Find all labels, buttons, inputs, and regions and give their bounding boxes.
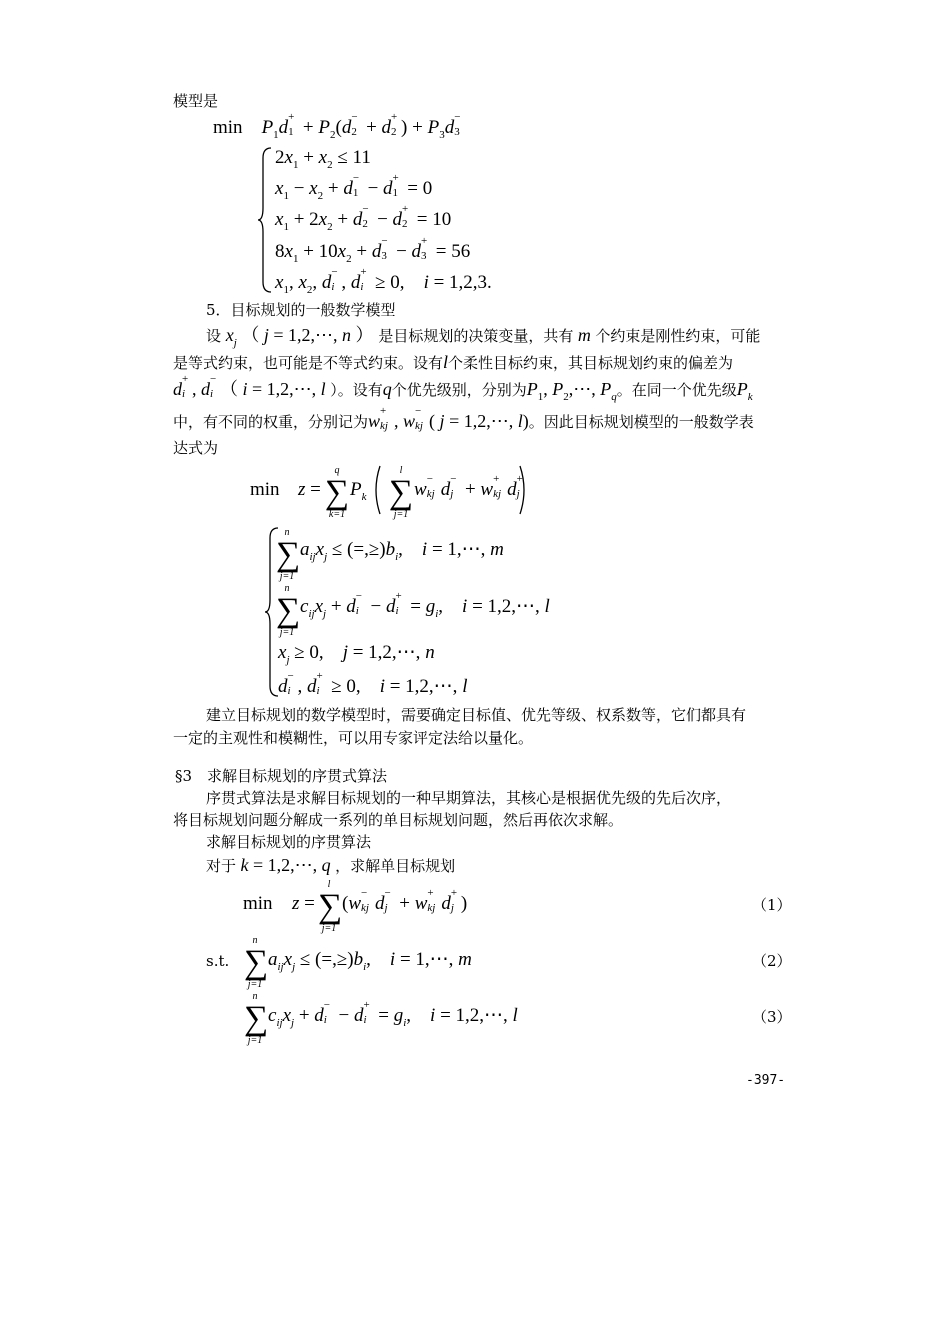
- note-line-1: 建立目标规划的数学模型时，需要确定目标值、优先等级、权系数等，它们都具有: [206, 706, 747, 724]
- min-label: min: [213, 117, 243, 138]
- algo-line-2: 将目标规划问题分解成一系列的单目标规划问题，然后再依次求解。: [173, 811, 624, 829]
- general-objective-z: z =: [298, 479, 321, 500]
- equation-number-3: （3）: [752, 1008, 792, 1026]
- constraint-1-4: $8x_1 + 10x_2 + d$ − 3 − d + 3 = 56: [275, 235, 471, 265]
- constraint-1-5: $x_1$, $x_2$, d − i , d + i ≥ 0, i = 1,2,3.: [275, 266, 492, 296]
- general-objective-terms: w − kj d − j + w + kj d + j: [414, 473, 523, 500]
- section-3-heading: §3 求解目标规划的序贯式算法: [175, 767, 388, 785]
- general-objective-pk: $P_k$: [350, 479, 367, 503]
- constraint-2-2: $c_{ij}x_j + d$ − i − d + i = $g_i$, i = 1,2,⋯, l: [300, 590, 550, 620]
- algo-line-3: 求解目标规划的序贯算法: [206, 833, 372, 851]
- eq2-sum: n ∑ j=1: [244, 935, 269, 990]
- constraint-brace-1: [257, 146, 273, 294]
- constraint-2-1: $a_{ij}x_j \le (=,\ge)b_i$, i = 1,⋯, m: [300, 539, 504, 563]
- algo-line-1: 序贯式算法是求解目标规划的一种早期算法，其核心是根据优先级的先后次序，: [206, 789, 732, 807]
- text-fragment: 。因此目标规划模型的一般数学表: [528, 413, 754, 431]
- constraint-1-2: $x_1 - x_2 + d$ − 1 − d + 1 = 0: [275, 172, 433, 202]
- text-fragment: 设: [206, 327, 222, 345]
- eq1-z: z =: [292, 893, 315, 914]
- paren-right: [518, 464, 530, 516]
- equation-number-1: （1）: [752, 896, 792, 914]
- constraint-2-4: d − i , d + i ≥ 0, i = 1,2,⋯, l: [278, 670, 468, 697]
- text-fragment: 对于: [206, 857, 237, 875]
- eq2-body: $a_{ij}x_j \le (=,\ge)b_i$, i = 1,⋯, m: [268, 949, 472, 973]
- eq1-sum: l ∑ j=1: [318, 879, 343, 934]
- paragraph-line-3: d + i , d − i （ i = 1,2,⋯, l ）。设有q个优先级别，分别为$P_1$, $P_2,\cdots$, $P_q$。在同一个优先级$P_k$: [173, 373, 753, 403]
- paragraph-line-2: 是等式约束，也可能是不等式约束。设有l个柔性目标约束，其目标规划约束的偏差为: [173, 352, 734, 372]
- text-fragment: ）。设有: [330, 381, 383, 399]
- text-fragment: 个优先级别，分别为: [391, 381, 527, 399]
- text-fragment: 个柔性目标约束，其目标规划约束的偏差为: [448, 354, 734, 372]
- intro-text: 模型是: [173, 92, 219, 110]
- eq1-terms: (w − kj d − j + w + kj d + j ): [342, 887, 468, 914]
- eq1-min: min: [243, 893, 273, 914]
- sum-constraint-a: n ∑ j=1: [276, 527, 301, 582]
- eq3-body: $c_{ij}x_j + d$ − i − d + i = $g_i$, i = 1,2,⋯, l: [268, 999, 518, 1029]
- objective-1: min $P_1d$ + 1 + $P_2(d$ − 2 + d + 2 ) + $P_3d$ − 3: [213, 111, 461, 141]
- st-label: s.t.: [206, 952, 230, 970]
- text-fragment: 个约束是刚性约束，可能: [595, 327, 761, 345]
- constraint-1-1: $2x_1 + x_2 \le 11$: [275, 147, 371, 171]
- heading-5: 5．目标规划的一般数学模型: [206, 301, 396, 319]
- text-fragment: 中，有不同的权重，分别记为: [173, 413, 369, 431]
- constraint-1-3: $x_1 + 2x_2 + d$ − 2 − d + 2 = 10: [275, 203, 452, 233]
- text-fragment: ，求解单目标规划: [335, 857, 456, 875]
- eq3-sum: n ∑ j=1: [244, 991, 269, 1046]
- paren-left: [370, 464, 382, 516]
- algo-line-4: 对于 k = 1,2,⋯, q ，求解单目标规划: [206, 855, 456, 875]
- paragraph-line-5: 达式为: [173, 439, 219, 457]
- text-fragment: 。在同一个优先级: [616, 381, 737, 399]
- text-fragment: 是等式约束，也可能是不等式约束。设有: [173, 354, 444, 372]
- note-line-2: 一定的主观性和模糊性，可以用专家评定法给以量化。: [173, 729, 534, 747]
- text-fragment: 是目标规划的决策变量，共有: [378, 327, 574, 345]
- sum-j: l ∑ j=1: [388, 465, 414, 520]
- sum-k: q ∑ k=1: [324, 465, 350, 520]
- general-objective-min: min: [250, 479, 280, 500]
- paragraph-line-4: 中，有不同的权重，分别记为w + kj , w − kj ( j = 1,2,⋯, l)。因此目标规划模型的一般数学表: [173, 405, 754, 432]
- paragraph-line-1: 设 $x_j$ （ j = 1,2,⋯, n ） 是目标规划的决策变量，共有 m 个约束是刚性约束，可能: [206, 325, 761, 349]
- sum-constraint-c: n ∑ j=1: [276, 583, 301, 638]
- page-number: -397-: [746, 1073, 786, 1088]
- equation-number-2: （2）: [752, 952, 792, 970]
- constraint-2-3: $x_j \ge 0$, j = 1,2,⋯, n: [278, 642, 435, 666]
